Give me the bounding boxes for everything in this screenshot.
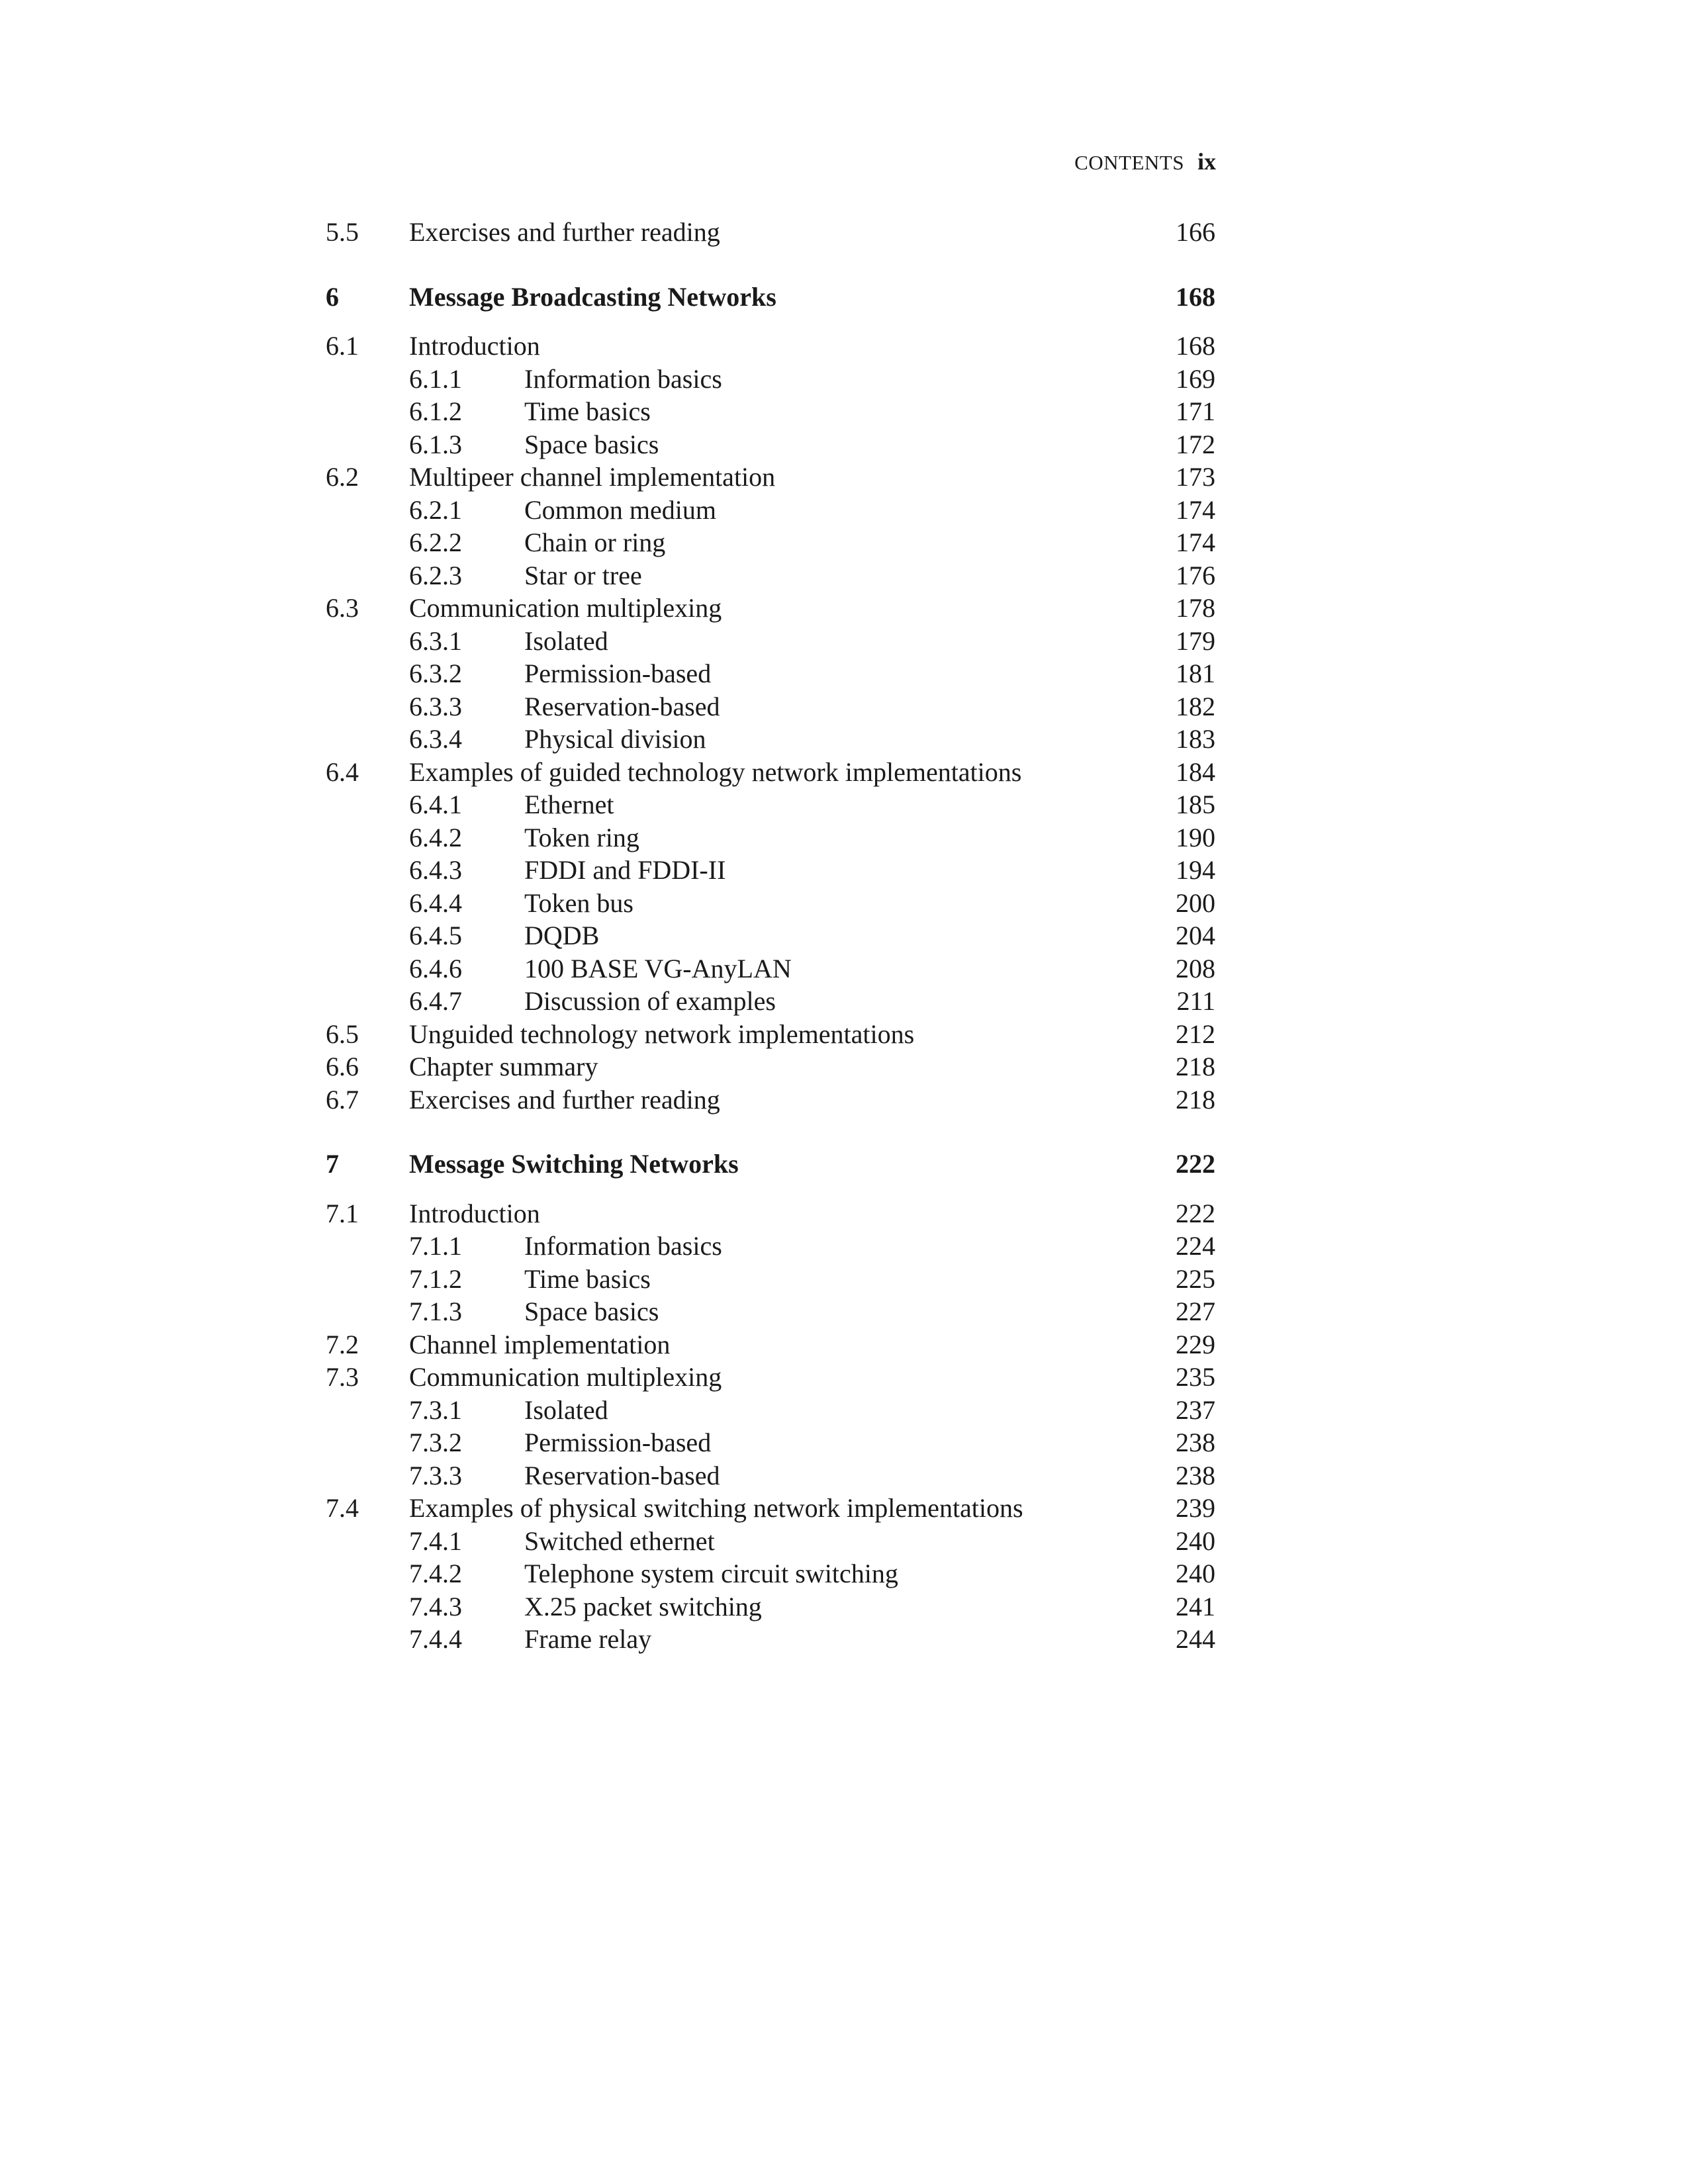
toc-subsection-entry[interactable] bbox=[0, 788, 1688, 821]
table-of-contents bbox=[0, 216, 1688, 1656]
toc-chapter-entry[interactable] bbox=[0, 281, 1688, 314]
toc-chapter-entry[interactable] bbox=[0, 1148, 1688, 1181]
toc-entry-page: 166 bbox=[1176, 217, 1215, 247]
toc-subsection-entry[interactable] bbox=[0, 559, 1688, 592]
toc-section-entry[interactable] bbox=[0, 1197, 1688, 1230]
toc-entry-title: FDDI and FDDI-II bbox=[524, 855, 726, 885]
toc-entry-number: 6.3 bbox=[326, 593, 359, 623]
toc-entry-title: Discussion of examples bbox=[524, 986, 776, 1016]
toc-entry-title: Common medium bbox=[524, 494, 716, 525]
toc-entry-page: 244 bbox=[1176, 1624, 1215, 1654]
toc-entry-page: 218 bbox=[1176, 1084, 1215, 1115]
toc-entry-number: 6.3.4 bbox=[409, 724, 462, 754]
toc-entry-title: Time basics bbox=[524, 1263, 651, 1294]
toc-entry-title: Token bus bbox=[524, 887, 633, 918]
toc-entry-page: 240 bbox=[1176, 1525, 1215, 1556]
toc-entry-number: 7.1.3 bbox=[409, 1297, 462, 1326]
toc-subsection-entry[interactable] bbox=[0, 919, 1688, 952]
toc-entry-number: 6 bbox=[326, 281, 339, 312]
toc-subsection-entry[interactable] bbox=[0, 887, 1688, 920]
toc-subsection-entry[interactable] bbox=[0, 1295, 1688, 1328]
toc-entry-title: Introduction bbox=[409, 331, 540, 361]
toc-entry-title: Time basics bbox=[524, 396, 651, 426]
toc-entry-number: 6.4.5 bbox=[409, 921, 462, 950]
running-head-label: CONTENTS bbox=[1074, 151, 1184, 174]
toc-section-entry[interactable] bbox=[0, 1361, 1688, 1394]
toc-entry-number: 6.4.1 bbox=[409, 790, 462, 819]
toc-entry-title: Permission-based bbox=[524, 659, 712, 688]
toc-entry-page: 174 bbox=[1176, 494, 1215, 525]
toc-entry-page: 235 bbox=[1176, 1362, 1215, 1392]
toc-entry-title: Physical division bbox=[524, 724, 706, 754]
toc-entry-number: 7.4.3 bbox=[409, 1591, 462, 1621]
toc-entry-number: 6.2.1 bbox=[409, 494, 462, 525]
toc-entry-page: 168 bbox=[1176, 331, 1215, 361]
toc-entry-title: Reservation-based bbox=[524, 691, 720, 721]
toc-entry-page: 172 bbox=[1176, 429, 1215, 459]
toc-entry-page: 222 bbox=[1176, 1149, 1215, 1179]
toc-section-entry[interactable] bbox=[0, 1083, 1688, 1116]
toc-entry-number: 6.7 bbox=[326, 1084, 359, 1115]
toc-entry-title: Chain or ring bbox=[524, 527, 666, 557]
toc-entry-title: Multipeer channel implementation bbox=[409, 462, 776, 492]
toc-entry-page: 222 bbox=[1176, 1198, 1215, 1228]
toc-entry-page: 241 bbox=[1176, 1591, 1215, 1621]
toc-entry-page: 173 bbox=[1176, 462, 1215, 492]
toc-entry-title: Space basics bbox=[524, 429, 659, 459]
toc-entry-page: 190 bbox=[1176, 822, 1215, 852]
toc-entry-page: 176 bbox=[1176, 560, 1215, 590]
toc-subsection-entry[interactable] bbox=[0, 1426, 1688, 1459]
toc-section-entry[interactable] bbox=[0, 756, 1688, 789]
toc-entry-number: 6.1.3 bbox=[409, 429, 462, 459]
toc-entry-title: Examples of physical switching network implementations bbox=[409, 1493, 1023, 1523]
toc-entry-title: Star or tree bbox=[524, 560, 642, 590]
toc-entry-title: Reservation-based bbox=[524, 1460, 720, 1490]
toc-subsection-entry[interactable] bbox=[0, 1394, 1688, 1427]
toc-entry-page: 204 bbox=[1176, 921, 1215, 950]
toc-entry-title: Isolated bbox=[524, 625, 608, 656]
toc-entry-number: 6.2.2 bbox=[409, 527, 462, 557]
toc-entry-title: Introduction bbox=[409, 1198, 540, 1228]
toc-entry-number: 6.4 bbox=[326, 756, 359, 787]
toc-entry-page: 212 bbox=[1176, 1019, 1215, 1049]
toc-subsection-entry[interactable] bbox=[0, 428, 1688, 461]
toc-entry-page: 194 bbox=[1176, 855, 1215, 885]
toc-entry-title: Exercises and further reading bbox=[409, 1084, 720, 1115]
toc-entry-page: 239 bbox=[1176, 1493, 1215, 1523]
toc-entry-title: 100 BASE VG-AnyLAN bbox=[524, 953, 792, 983]
toc-entry-number: 6.3.3 bbox=[409, 691, 462, 721]
toc-entry-title: Chapter summary bbox=[409, 1052, 598, 1081]
toc-subsection-entry[interactable] bbox=[0, 625, 1688, 658]
toc-entry-number: 7.4.1 bbox=[409, 1525, 462, 1556]
toc-entry-page: 178 bbox=[1176, 593, 1215, 623]
toc-entry-page: 238 bbox=[1176, 1460, 1215, 1490]
toc-entry-number: 6.4.4 bbox=[409, 887, 462, 918]
toc-entry-page: 179 bbox=[1176, 625, 1215, 656]
toc-entry-number: 6.5 bbox=[326, 1019, 359, 1049]
toc-subsection-entry[interactable] bbox=[0, 1459, 1688, 1492]
toc-entry-page: 169 bbox=[1176, 363, 1215, 394]
toc-entry-number: 6.6 bbox=[326, 1052, 359, 1081]
toc-entry-page: 237 bbox=[1176, 1394, 1215, 1425]
toc-subsection-entry[interactable] bbox=[0, 1557, 1688, 1590]
toc-entry-page: 227 bbox=[1176, 1297, 1215, 1326]
toc-entry-number: 6.4.2 bbox=[409, 822, 462, 852]
toc-section-entry[interactable] bbox=[0, 1050, 1688, 1083]
toc-entry-number: 7.2 bbox=[326, 1329, 359, 1359]
toc-entry-title: Communication multiplexing bbox=[409, 1362, 722, 1392]
toc-entry-number: 7.3.2 bbox=[409, 1428, 462, 1457]
toc-entry-title: DQDB bbox=[524, 921, 600, 950]
toc-entry-number: 6.1.2 bbox=[409, 396, 462, 426]
toc-subsection-entry[interactable] bbox=[0, 985, 1688, 1018]
toc-entry-number: 6.2.3 bbox=[409, 560, 462, 590]
toc-entry-page: 208 bbox=[1176, 953, 1215, 983]
toc-entry-number: 6.4.3 bbox=[409, 855, 462, 885]
toc-entry-number: 5.5 bbox=[326, 217, 359, 247]
toc-entry-title: Channel implementation bbox=[409, 1329, 671, 1359]
toc-entry-title: Unguided technology network implementations bbox=[409, 1019, 915, 1049]
toc-subsection-entry[interactable] bbox=[0, 395, 1688, 428]
toc-entry-page: 225 bbox=[1176, 1263, 1215, 1294]
toc-entry-page: 238 bbox=[1176, 1428, 1215, 1457]
toc-entry-title: Information basics bbox=[524, 363, 722, 394]
toc-subsection-entry[interactable] bbox=[0, 952, 1688, 985]
toc-entry-page: 224 bbox=[1176, 1231, 1215, 1261]
toc-entry-title: Ethernet bbox=[524, 790, 614, 819]
toc-section-entry[interactable] bbox=[0, 1018, 1688, 1051]
toc-section-entry[interactable] bbox=[0, 592, 1688, 625]
toc-entry-number: 7.4.4 bbox=[409, 1624, 462, 1654]
toc-entry-page: 183 bbox=[1176, 724, 1215, 754]
toc-entry-title: X.25 packet switching bbox=[524, 1591, 762, 1621]
toc-entry-number: 6.1.1 bbox=[409, 363, 462, 394]
toc-entry-page: 181 bbox=[1176, 659, 1215, 688]
toc-entry-page: 240 bbox=[1176, 1559, 1215, 1588]
toc-subsection-entry[interactable] bbox=[0, 363, 1688, 396]
toc-section-entry[interactable] bbox=[0, 330, 1688, 363]
toc-subsection-entry[interactable] bbox=[0, 494, 1688, 527]
toc-entry-number: 7.1.1 bbox=[409, 1231, 462, 1261]
toc-entry-title: Token ring bbox=[524, 822, 639, 852]
toc-entry-number: 7 bbox=[326, 1149, 339, 1179]
toc-section-entry[interactable] bbox=[0, 1492, 1688, 1525]
toc-entry-number: 6.4.7 bbox=[409, 986, 462, 1016]
toc-entry-page: 171 bbox=[1176, 396, 1215, 426]
toc-entry-page: 229 bbox=[1176, 1329, 1215, 1359]
toc-entry-title: Information basics bbox=[524, 1231, 722, 1261]
toc-entry-title: Message Switching Networks bbox=[409, 1149, 739, 1179]
toc-entry-number: 7.3.1 bbox=[409, 1394, 462, 1425]
toc-subsection-entry[interactable] bbox=[0, 1623, 1688, 1656]
toc-entry-title: Exercises and further reading bbox=[409, 217, 720, 247]
toc-section-entry[interactable] bbox=[0, 461, 1688, 494]
toc-subsection-entry[interactable] bbox=[0, 854, 1688, 887]
toc-entry-page: 168 bbox=[1176, 281, 1215, 312]
toc-subsection-entry[interactable] bbox=[0, 723, 1688, 756]
toc-entry-number: 7.4.2 bbox=[409, 1559, 462, 1588]
running-head bbox=[1074, 147, 1216, 177]
toc-entry-page: 211 bbox=[1176, 986, 1215, 1016]
toc-entry-title: Telephone system circuit switching bbox=[524, 1559, 898, 1588]
toc-entry-number: 6.4.6 bbox=[409, 953, 462, 983]
toc-subsection-entry[interactable] bbox=[0, 526, 1688, 559]
toc-entry-number: 7.1 bbox=[326, 1198, 359, 1228]
toc-subsection-entry[interactable] bbox=[0, 1525, 1688, 1558]
toc-entry-page: 182 bbox=[1176, 691, 1215, 721]
toc-entry-page: 184 bbox=[1176, 756, 1215, 787]
toc-entry-title: Communication multiplexing bbox=[409, 593, 722, 623]
toc-section-entry[interactable] bbox=[0, 1328, 1688, 1361]
toc-entry-page: 200 bbox=[1176, 887, 1215, 918]
toc-entry-title: Switched ethernet bbox=[524, 1525, 715, 1556]
toc-entry-number: 7.3.3 bbox=[409, 1460, 462, 1490]
toc-entry-number: 7.1.2 bbox=[409, 1263, 462, 1294]
page-number: ix bbox=[1197, 148, 1216, 175]
toc-entry-number: 7.4 bbox=[326, 1493, 359, 1523]
toc-subsection-entry[interactable] bbox=[0, 1263, 1688, 1296]
toc-subsection-entry[interactable] bbox=[0, 1590, 1688, 1623]
toc-subsection-entry[interactable] bbox=[0, 821, 1688, 854]
toc-entry-title: Frame relay bbox=[524, 1624, 652, 1654]
toc-entry-page: 218 bbox=[1176, 1052, 1215, 1081]
toc-entry-page: 185 bbox=[1176, 790, 1215, 819]
toc-section-entry[interactable] bbox=[0, 216, 1688, 249]
toc-entry-title: Isolated bbox=[524, 1394, 608, 1425]
toc-subsection-entry[interactable] bbox=[0, 690, 1688, 723]
toc-entry-number: 6.1 bbox=[326, 331, 359, 361]
toc-entry-page: 174 bbox=[1176, 527, 1215, 557]
toc-entry-title: Permission-based bbox=[524, 1428, 712, 1457]
toc-entry-number: 6.2 bbox=[326, 462, 359, 492]
toc-entry-number: 6.3.2 bbox=[409, 659, 462, 688]
toc-entry-number: 6.3.1 bbox=[409, 625, 462, 656]
toc-entry-title: Examples of guided technology network implementations bbox=[409, 756, 1022, 787]
toc-subsection-entry[interactable] bbox=[0, 657, 1688, 690]
toc-entry-number: 7.3 bbox=[326, 1362, 359, 1392]
toc-subsection-entry[interactable] bbox=[0, 1230, 1688, 1263]
toc-entry-title: Message Broadcasting Networks bbox=[409, 281, 776, 312]
toc-entry-title: Space basics bbox=[524, 1297, 659, 1326]
